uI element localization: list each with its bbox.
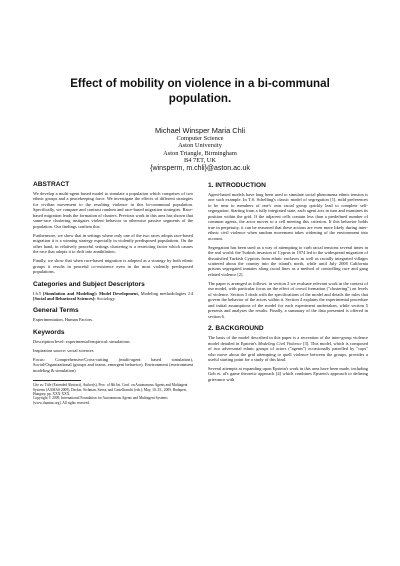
- categories-code-2: J.4: [186, 290, 193, 296]
- categories-text: [33, 291, 193, 302]
- background-paragraph-1: [208, 335, 368, 362]
- author-address-line-2: B4 7ET, UK: [183, 157, 216, 165]
- footnote-divider: [33, 380, 81, 381]
- keywords-line-3: Focus: Comprehensive/Cross-cutting (multi-agent based simulation), Social/Organizational (groups and teams, emergent behavior), Environment (environment modeling & simulation): [33, 356, 193, 373]
- background-p1-cited-title: Modeling Civil Violence: [257, 340, 302, 346]
- left-column: [33, 181, 193, 405]
- author-address-line-1: Aston Triangle, Birmingham: [163, 149, 237, 157]
- general-terms-heading: General Terms: [33, 307, 79, 315]
- abstract-heading: ABSTRACT: [33, 181, 70, 188]
- categories-rest: Modeling methodologies: [138, 290, 187, 296]
- general-terms-text: Experimentation, Human Factors.: [33, 317, 94, 323]
- author-department: Computer Science: [176, 135, 224, 142]
- categories-heading: Categories and Subject Descriptors: [33, 280, 145, 288]
- abstract-paragraph-1: We develop a multi-agent based model to simulate a population which comprises of two ethnic groups and a peacekeeping force. We investigate the effects of different strategies for civilian movement to the resulting violence in this bi-communal population. Specifically, we compare and contrast random and race-based migration strategies. Race-based migration leads the formation of clusters. Previous work in this area has shown that same-race clustering instigates violent behavior in otherwise passive segments of the population. Our findings confirm this.: [33, 191, 193, 229]
- author-names: Michael Winsper Maria Chli: [155, 126, 245, 135]
- keywords-line-1: Description level: experimental/empirical: simulations: [33, 338, 130, 344]
- abstract-paragraph-3: Finally, we show that when race-based migration is adopted as a strategy by both ethnic groups it results in peaceful co-existence even in the most violently predisposed populations.: [33, 258, 193, 275]
- keywords-heading: Keywords: [33, 328, 65, 336]
- author-university: Aston University: [178, 142, 222, 150]
- keywords-line-2: Inspiration source: social sciences: [33, 347, 94, 353]
- background-p1-start: The basis of the model described in this paper is a recreation of the inter-group violence model detailed in Epstein's: [208, 335, 368, 346]
- author-block: [60, 126, 340, 173]
- categories-bold: [Simulation and Modeling]: Model Development,: [43, 290, 139, 296]
- background-p1-end: [3]. This model, which is composed of two adversarial ethnic groups of actors ("agents") occasionally patrolled by "cops" who move about the grid attempting to quell violence between the groups, provides a useful starting point for a study of this kind.: [208, 340, 369, 362]
- background-paragraph-2: Several attempts at expanding upon Epstein's work in this area have been made, including Goh et. al's game theoretic approach [4] which combines Epstein's approach to defining grievance with: [208, 366, 368, 382]
- introduction-heading: 1. INTRODUCTION: [208, 182, 266, 189]
- footnote-citation: Cite as: Title (Extended Abstract), Author(s), Proc. of 8th Int. Conf. on Autonomous Agents and Multiagent Systems (AAMAS 2009), Decker, Sichman, Sierra, and Castelfranchi (eds.), May, 10–15., 2009, Budapest, Hungary, pp. XXX-XXX.: [33, 383, 188, 396]
- abstract-paragraph-2: Furthermore, we show that in settings where only one of the two races adopts race-based migration it is a winning strategy especially in violently predisposed populations. On the other hand, in relatively peaceful settings clustering is a restricting factor which causes the race that adopts it to drift into annihilation.: [33, 232, 193, 255]
- author-email: {winsperm, m.chli}@aston.ac.uk: [150, 164, 250, 172]
- paper-title: Effect of mobility on violence in a bi-communal population.: [70, 77, 330, 105]
- right-column: [208, 182, 368, 386]
- introduction-paragraph-3: The paper is arranged as follows: in section 2 we evaluate relevant work in the context of our model, with particular focus on the effect of crowd formation ("clustering") on levels of violence. Section 3 deals with the specifications of the model and details the rules that govern the behavior of the actors within it. Section 4 explains the experimental procedure and initial assumptions of the model for each experiment undertaken, while section 5 presents and analyses the results. Finally, a summary of the data presented is offered in section 6.: [208, 280, 368, 319]
- footnote-copyright: Copyright © 2009, International Foundation for Autonomous Agents and Multiagent Systems (www.ifaamas.org). All rights reserved.: [33, 396, 168, 405]
- introduction-paragraph-1: Agent-based models have long been used to simulate social phenomena ethnic tension is one such example. In T.S. Schelling's classic model of segregation [1], mild preferences to be near to members of one's own racial group quickly lead to complete self-segregation. Starting from a fully integrated state, each agent acts in turn and examines its position within the grid. If the adjacent cells contain less than a predefined number of common agents, the actor moves to a cell meeting this criterion. If this behavior holds true in perpetuity, it can be reasoned that these actions are even more likely during inter-ethnic civil violence when random movement takes widening of the environment into account.: [208, 192, 368, 241]
- categories-bold-2: [Social and Behavioral Sciences]:: [33, 295, 96, 301]
- background-heading: 2. BACKGROUND: [208, 325, 264, 333]
- categories-tail: Sociology.: [95, 295, 116, 301]
- categories-code: I.6.5: [33, 290, 42, 296]
- introduction-paragraph-2: Segregation has been used as a way of attempting to curb racial tensions several times in the real world: the Turkish invasion of Cyprus in 1974 led to the widespread migration of dissatisfied Turkish Cypriots from ethnic enclaves as well as racially integrated villages scattered about the country into the island's north, while until July 2008 California prisons segregated inmates along racial lines as a method of controlling race and gang related violence [2].: [208, 244, 368, 277]
